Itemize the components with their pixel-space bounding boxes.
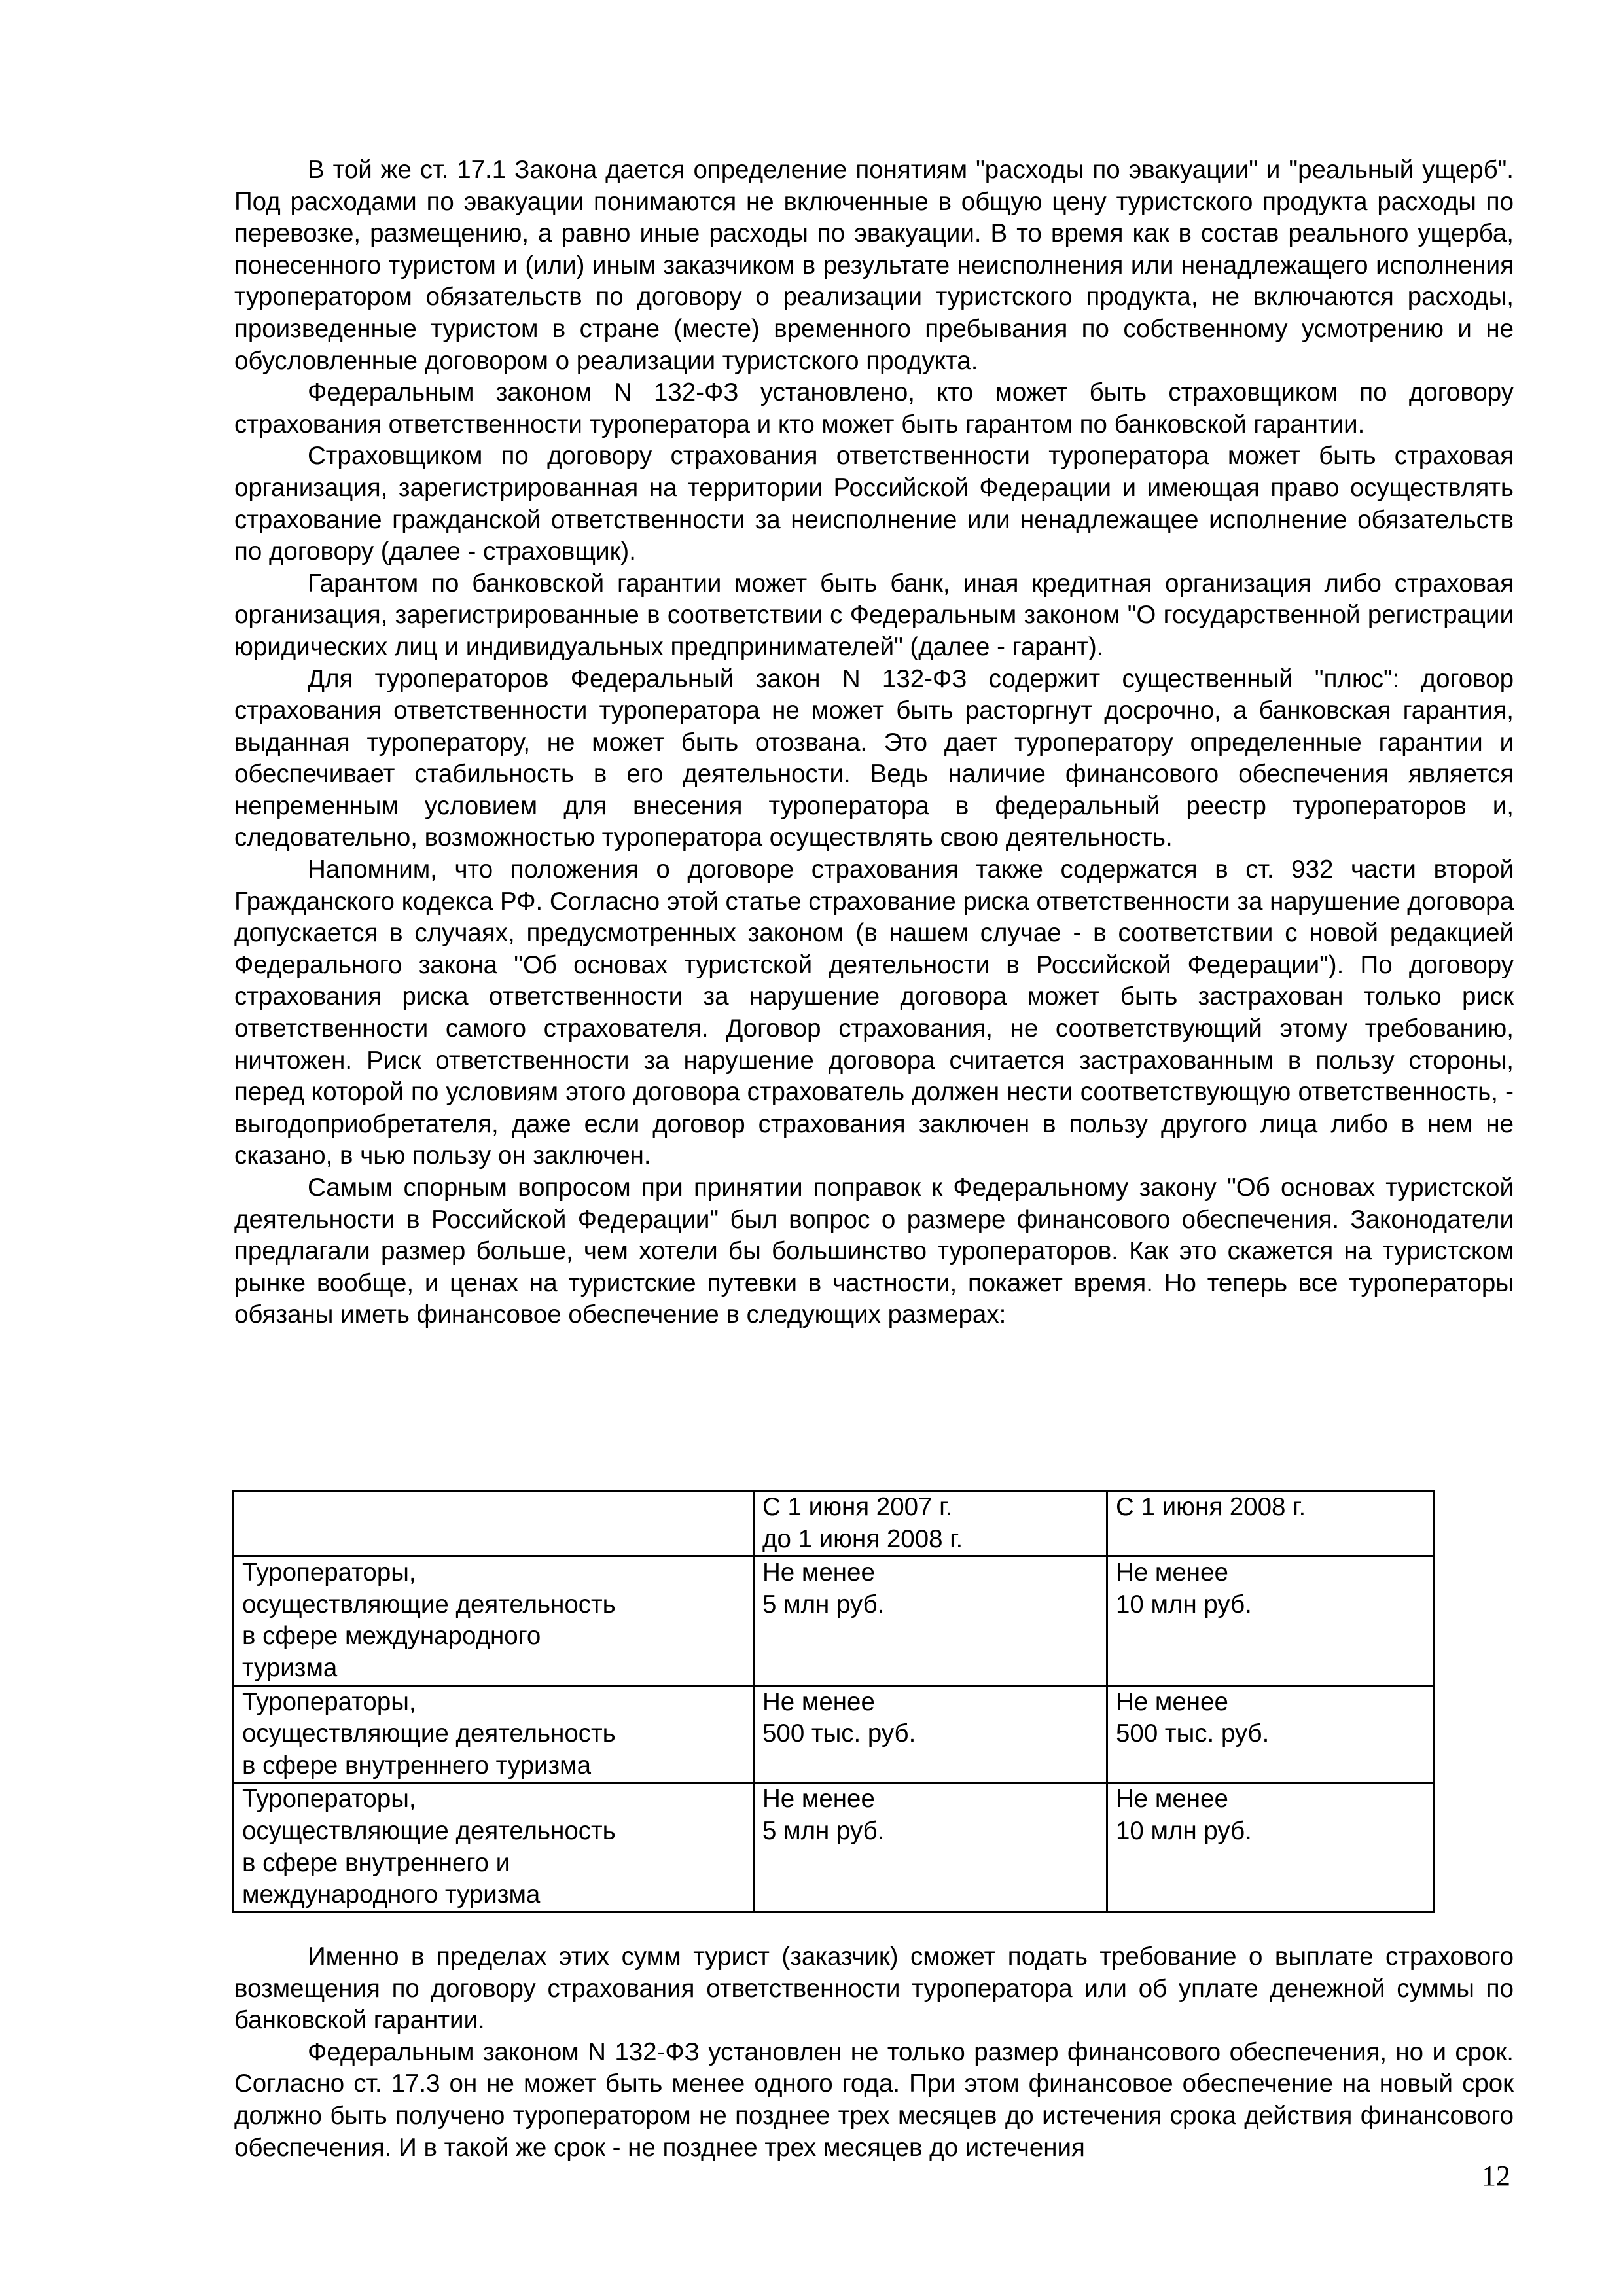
cell-line: в сфере внутреннего туризма bbox=[242, 1751, 592, 1780]
table-header-cell-period-2 bbox=[1107, 1491, 1435, 1556]
table-cell-category bbox=[234, 1685, 754, 1783]
paragraph: Именно в пределах этих сумм турист (заказчик) сможет подать требование о выплате страхового возмещения по договору страхования ответственности туроператора или об уплате денежной суммы по банковской гарантии. bbox=[234, 1943, 1514, 2035]
cell-line: Туроператоры, bbox=[242, 1785, 416, 1814]
table-cell-period-1 bbox=[754, 1556, 1107, 1685]
body-text-after-table bbox=[234, 1941, 1514, 2164]
table-cell-category bbox=[234, 1783, 754, 1912]
table-cell-period-1 bbox=[754, 1783, 1107, 1912]
paragraph: Напомним, что положения о договоре страхования также содержатся в ст. 932 части второй Гражданского кодекса РФ. Согласно этой статье страхование риска ответственности за нарушение договора допускается в случаях, предусмотренных законом (в нашем случае - в соответствии с новой редакцией Федерального закона "Об основах туристской деятельности в Российской Федерации"). По договору страхования риска ответственности за нарушение договора может быть застрахован только риск ответственности самого страхователя. Договор страхования, не соответствующий этому требованию, ничтожен. Риск ответственности за нарушение договора считается застрахованным в пользу стороны, перед которой по условиям этого договора страхователь должен нести соответствующую ответственность, - выгодоприобретателя, даже если договор страхования заключен в пользу другого лица либо в нем не сказано, в чью пользу он заключен. bbox=[234, 855, 1514, 1170]
page-number: 12 bbox=[1482, 2160, 1510, 2192]
table-cell-period-1 bbox=[754, 1685, 1107, 1783]
header-line: С 1 июня 2008 г. bbox=[1116, 1493, 1306, 1521]
table-cell-period-2 bbox=[1107, 1556, 1435, 1685]
paragraph: Гарантом по банковской гарантии может быть банк, иная кредитная организация либо страховая организация, зарегистрированные в соответствии с Федеральным законом "О государственной регистрации юридических лиц и индивидуальных предпринимателей" (далее - гарант). bbox=[234, 569, 1514, 661]
cell-line: осуществляющие деятельность bbox=[242, 1816, 616, 1845]
cell-line: 10 млн руб. bbox=[1116, 1590, 1252, 1619]
cell-line: осуществляющие деятельность bbox=[242, 1719, 616, 1748]
cell-line: Не менее bbox=[762, 1558, 875, 1587]
table-row bbox=[234, 1783, 1435, 1912]
table-cell-period-2 bbox=[1107, 1783, 1435, 1912]
cell-line: Не менее bbox=[1116, 1687, 1228, 1716]
cell-line: международного туризма bbox=[242, 1880, 541, 1909]
paragraph: В той же ст. 17.1 Закона дается определение понятиям "расходы по эвакуации" и "реальный ущерб". Под расходами по эвакуации понимаются не включенные в общую цену туристского продукта расходы по перевозке, размещению, а равно иные расходы по эвакуации. В то время как в состав реального ущерба, понесенного туристом и (или) иным заказчиком в результате неисполнения или ненадлежащего исполнения туроператором обязательств по договору о реализации туристского продукта, не включаются расходы, произведенные туристом в стране (месте) временного пребывания по собственному усмотрению и не обусловленные договором о реализации туристского продукта. bbox=[234, 156, 1514, 375]
cell-line: Не менее bbox=[762, 1785, 875, 1814]
table-row bbox=[234, 1556, 1435, 1685]
body-text-before-table bbox=[234, 154, 1514, 1331]
paragraph: Самым спорным вопросом при принятии поправок к Федеральному закону "Об основах туристской деятельности в Российской Федерации" был вопрос о размере финансового обеспечения. Законодатели предлагали размер больше, чем хотели бы большинство туроператоров. Как это скажется на туристском рынке вообще, и ценах на туристские путевки в частности, покажет время. Но теперь все туроператоры обязаны иметь финансовое обеспечение в следующих размерах: bbox=[234, 1174, 1514, 1329]
cell-line: в сфере международного bbox=[242, 1622, 541, 1651]
table-header-row bbox=[234, 1491, 1435, 1556]
table-header-cell-empty bbox=[234, 1491, 754, 1556]
cell-line: 500 тыс. руб. bbox=[762, 1719, 916, 1748]
paragraph: Федеральным законом N 132-ФЗ установлено, кто может быть страховщиком по договору страхования ответственности туроператора и кто может быть гарантом по банковской гарантии. bbox=[234, 378, 1514, 439]
table-cell-category bbox=[234, 1556, 754, 1685]
cell-line: 500 тыс. руб. bbox=[1116, 1719, 1270, 1748]
cell-line: Не менее bbox=[1116, 1785, 1228, 1814]
cell-line: 5 млн руб. bbox=[762, 1590, 885, 1619]
cell-line: туризма bbox=[242, 1653, 338, 1682]
table-header-cell-period-1 bbox=[754, 1491, 1107, 1556]
header-line: до 1 июня 2008 г. bbox=[762, 1524, 963, 1553]
paragraph: Федеральным законом N 132-ФЗ установлен не только размер финансового обеспечения, но и срок. Согласно ст. 17.3 он не может быть менее одного года. При этом финансовое обеспечение на новый срок должно быть получено туроператором не позднее трех месяцев до истечения срока действия финансового обеспечения. И в такой же срок - не позднее трех месяцев до истечения bbox=[234, 2037, 1514, 2162]
cell-line: Туроператоры, bbox=[242, 1558, 416, 1587]
cell-line: Не менее bbox=[762, 1687, 875, 1716]
paragraph: Страховщиком по договору страхования ответственности туроператора может быть страховая организация, зарегистрированная на территории Российской Федерации и имеющая право осуществлять страхование гражданской ответственности за неисполнение или ненадлежащее исполнение обязательств по договору (далее - страховщик). bbox=[234, 442, 1514, 566]
table-cell-period-2 bbox=[1107, 1685, 1435, 1783]
paragraph: Для туроператоров Федеральный закон N 132-ФЗ содержит существенный "плюс": договор страхования ответственности туроператора не может быть расторгнут досрочно, а банковская гарантия, выданная туроператору, не может быть отозвана. Это дает туроператору определенные гарантии и обеспечивает стабильность в его деятельности. Ведь наличие финансового обеспечения является непременным условием для внесения туроператора в федеральный реестр туроператоров и, следовательно, возможностью туроператора осуществлять свою деятельность. bbox=[234, 664, 1514, 852]
cell-line: 5 млн руб. bbox=[762, 1816, 885, 1845]
cell-line: Туроператоры, bbox=[242, 1687, 416, 1716]
header-line: С 1 июня 2007 г. bbox=[762, 1493, 953, 1521]
financial-guarantee-table bbox=[232, 1490, 1435, 1913]
cell-line: осуществляющие деятельность bbox=[242, 1590, 616, 1619]
cell-line: Не менее bbox=[1116, 1558, 1228, 1587]
cell-line: в сфере внутреннего и bbox=[242, 1848, 510, 1877]
table-row bbox=[234, 1685, 1435, 1783]
cell-line: 10 млн руб. bbox=[1116, 1816, 1252, 1845]
